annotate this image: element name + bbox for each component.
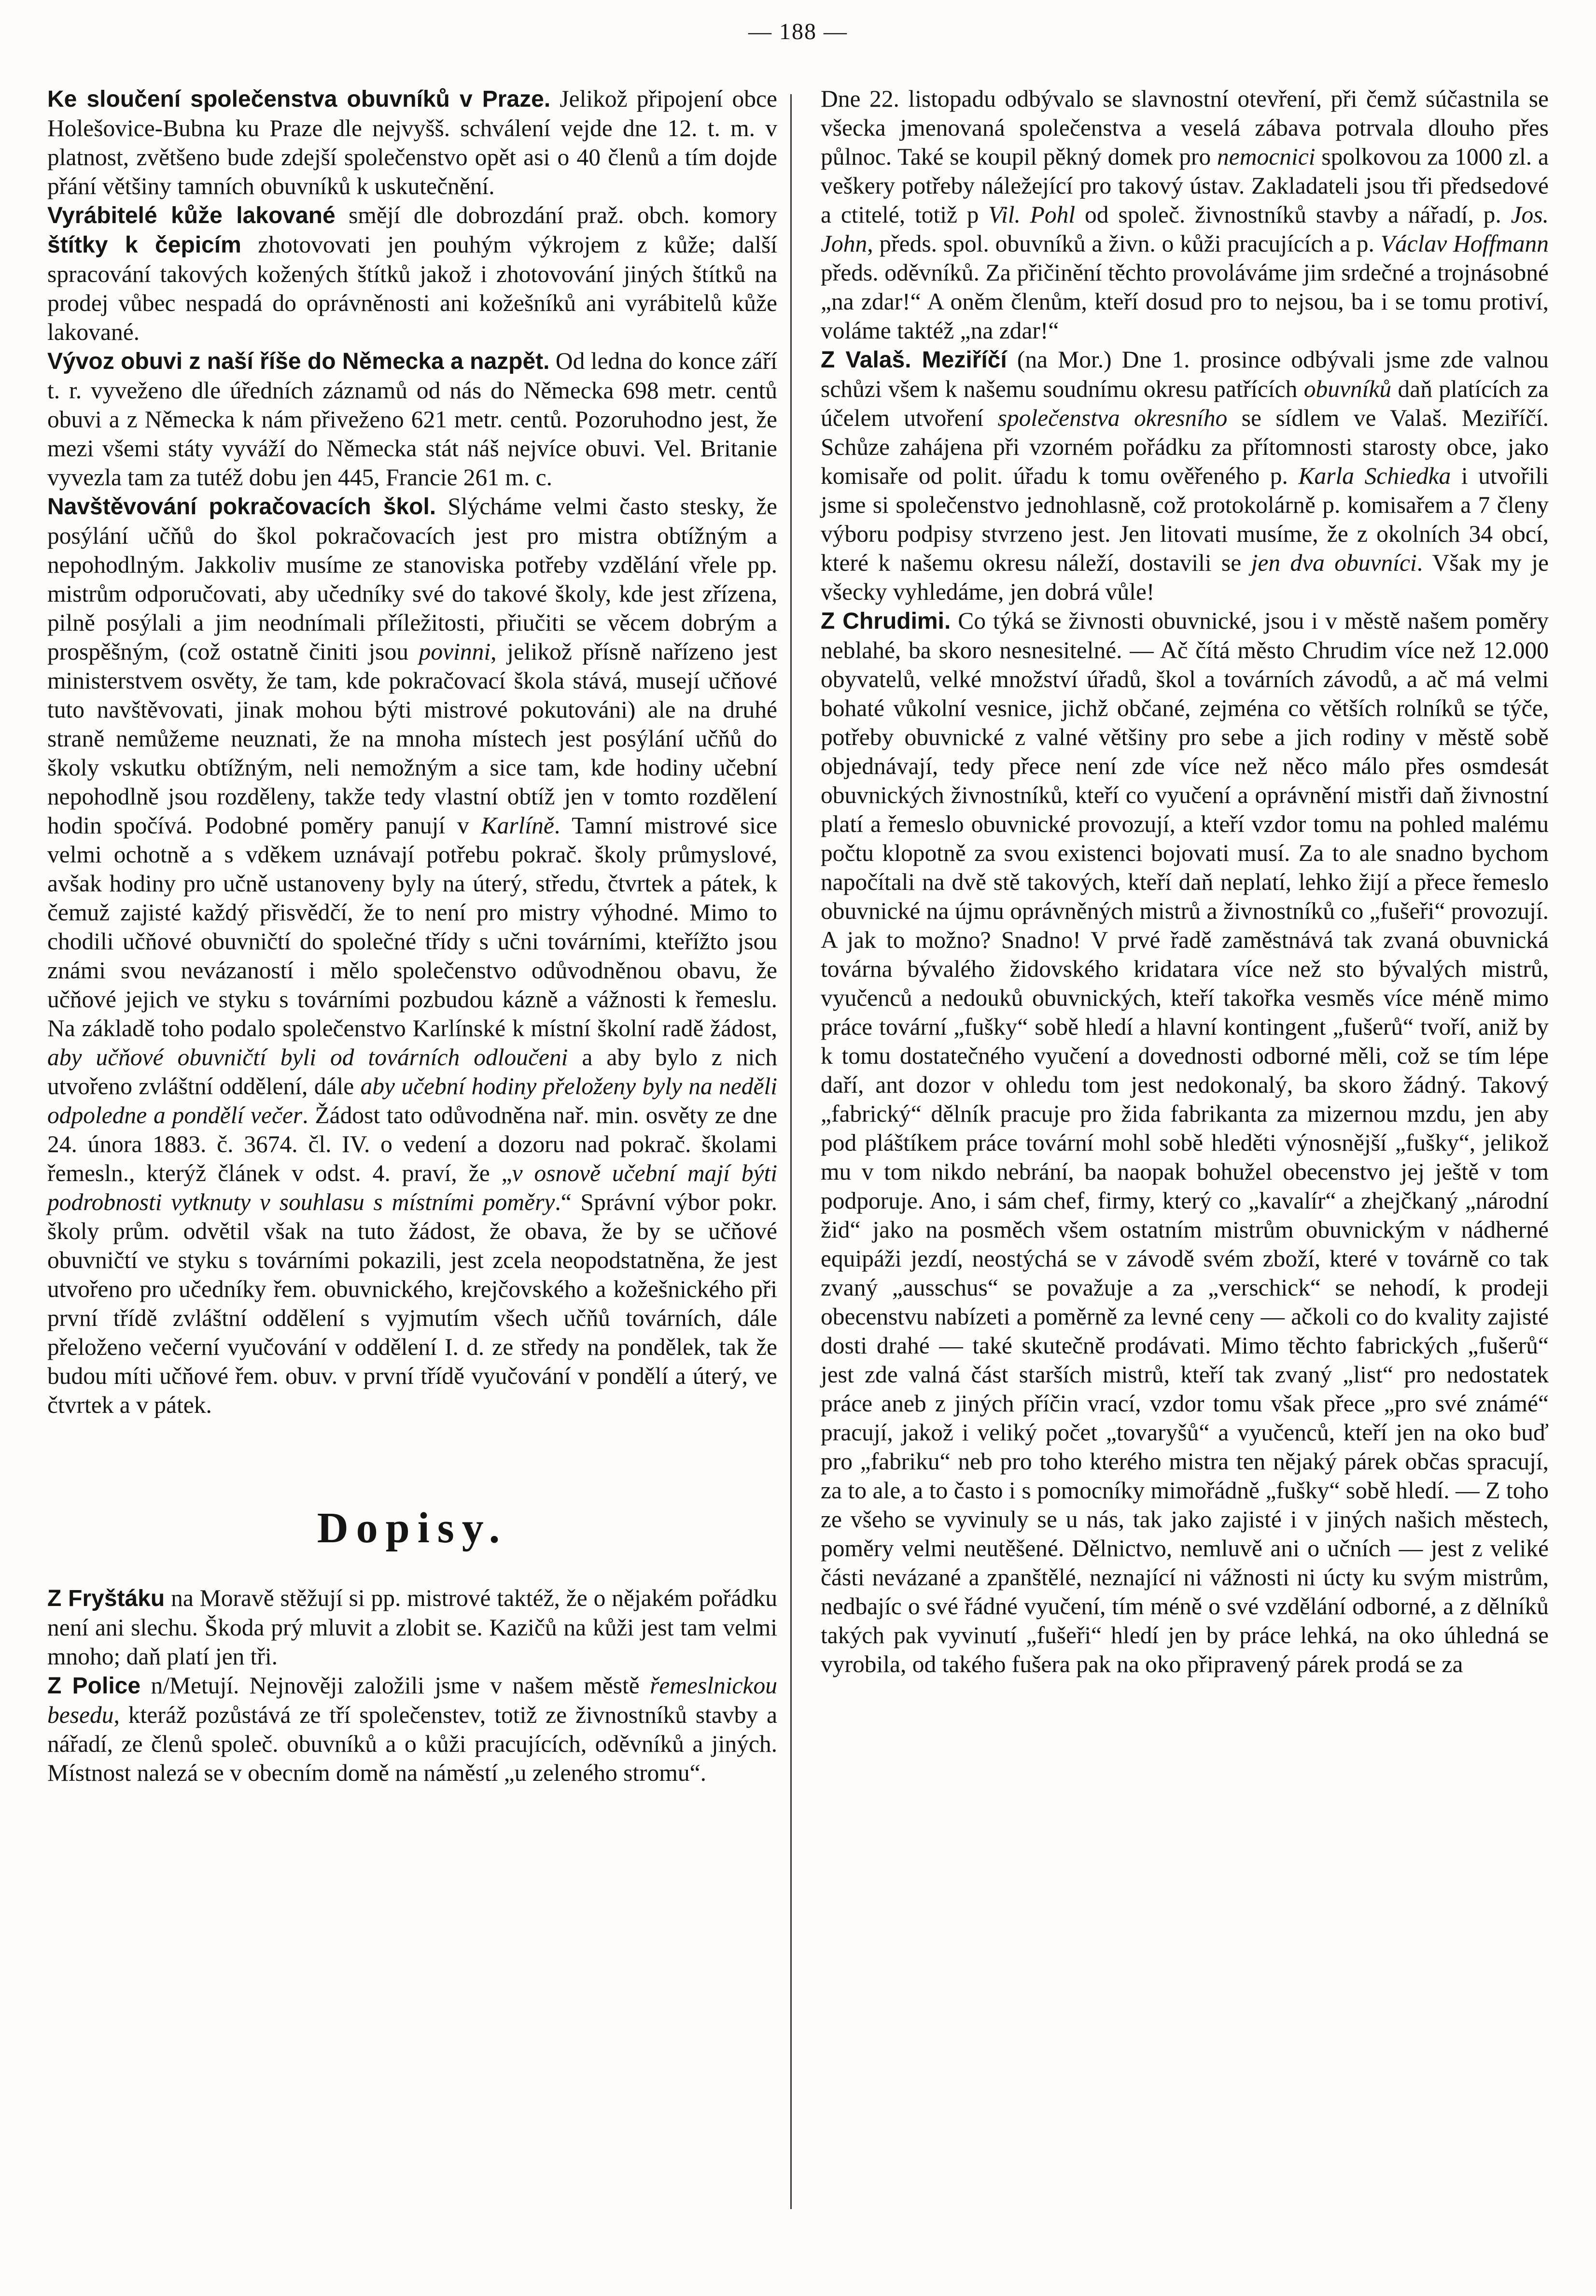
emph: aby učňové obuvničtí byli od továrních odloučeni	[47, 1044, 568, 1071]
text: Slýcháme velmi často stesky, že posýlání učňů do škol pokračovacích jest pro mistra obtížným a nepohodlným. Jakkoliv musíme ze stanoviska potřeby vzdělání vřele pp. mistrům odporučovati, aby učedníky své do takové školy, kde jest zřízena, pilně posýlali a jim neodnímali příležitosti, přiučiti se věcem dobrým a prospěšným, (což ostatně činiti jsou	[47, 493, 777, 665]
heading-police: Z Police	[47, 1673, 141, 1699]
text: Dne 22. listopadu odbývalo se slavnostní otevření, při čemž súčastnila se všecka jmenovaná společenstva a veselá zábava potrvala dlouho přes půlnoc. Také se koupil pěkný domek pro	[821, 85, 1549, 170]
emph: povinni	[419, 638, 491, 665]
text: n/Metují. Nejnověji založili jsme v našem městě	[140, 1672, 650, 1699]
emph: nemocnici	[1217, 143, 1316, 170]
text: . Tamní mistrové sice velmi ochotně a s vděkem uznávají potřebu pokrač. školy průmyslové, avšak hodiny pro učně ustanoveny byly na úterý, středu, čtvrtek a pátek, k čemuž zajisté každý přisvědčí, že to není pro mistry výhodné. Mimo to chodili učňové obuvničtí do společné třídy s učni továrními, kteřížto jsou známi svou nevázaností i mělo společenstvo odůvodněnou obavu, že učňové jejich ve styku s továrními pozbudou kázně a vážnosti k řemeslu. Na základě toho podalo společenstvo Karlínské k místní školní radě žádost,	[47, 812, 777, 1042]
article-sloučení	[47, 85, 777, 201]
letter-chrudim	[821, 606, 1549, 1679]
emph: společenstva okresního	[997, 405, 1228, 431]
text: na Moravě stěžují si pp. mistrové taktéž, že o nějakém pořádku není ani slechu. Škoda prý mluvit a zlobit se. Kazičů na kůži jest tam velmi mnoho; daň platí jen tři.	[47, 1585, 777, 1670]
text: zhotovovati jen pouhým výkrojem z kůže; další spracování takových kožených štítků jakož i zhotovování jiných štítků na prodej vůbec nespadá do oprávněnosti ani kožešníků ani vyrábitelů kůže lakované.	[47, 231, 778, 345]
left-column	[47, 85, 777, 1788]
letter-frystak	[47, 1584, 777, 1671]
article-navstevovani	[47, 492, 777, 1420]
heading-frystak: Z Fryštáku	[47, 1586, 165, 1611]
text: . Žádost tato odůvodněna nař. min. osvěty ze dne 24. února 1883. č. 3674. čl. IV. o vedení a dozoru nad pokrač. školami řemesln., kterýž článek v odst. 4. praví, že „	[47, 1102, 777, 1186]
text: předs. oděvníků. Za přičinění těchto provoláváme jim srdečné a trojnásobné „na zdar!“ A oněm členům, kteří dosud pro to nejsou, ba i se tomu protiví, voláme taktéž „na zdar!“	[821, 259, 1549, 344]
right-column	[821, 85, 1549, 1679]
text: od společ. živnostníků stavby a nářadí, p.	[1075, 201, 1511, 228]
emph: Václav Hoffmann	[1380, 230, 1549, 257]
text: Co týká se živnosti obuvnické, jsou i v městě našem poměry neblahé, ba skoro nesnesitelné. — Ač čítá město Chrudim více než 12.000 obyvatelů, velké množství úřadů, škol a továrních závodů, a ač má velmi bohaté vůkolní vesnice, jichž občané, zejména co větších rolníků se týče, potřeby obuvnické z valné většiny pro sebe a jich rodiny v městě sobě objednávají, tedy přece není zde více než něco málo přes osmdesát obuvnických živnostníků, kteří co vyučení a oprávnění mistři daň živnostní platí a řemeslo obuvnické provozují, a kteří vzdor tomu na pohled malému počtu klopotně za svou existenci bojovati musí. Za to ale snadno bychom napočítali na dvě stě takových, kteří daň neplatí, lehko žijí a přece řemeslo obuvnické na újmu oprávněných mistrů a živnostníků co „fušeři“ provozují. A jak to možno? Snadno! V prvé řadě zaměstnává tak zvaná obuvnická továrna bývalého židovského kridatara více než sto bývalých mistrů, vyučenců a nedouků obuvnických, kteří takořka vesměs více méně mimo práce tovární „fušky“ sobě hledí a hlavní kontingent „fušerů“ tvoří, aniž by k tomu dostatečného vyučení a dovednosti odborné měli, což se tím lépe daří, ant dozor v ohledu tom jest nedokonalý, ba skoro žádný. Takový „fabrický“ dělník pracuje pro žida fabrikanta za mizernou mzdu, jen aby pod pláštíkem práce tovární mohl sobě hleděti výnosnější „fušky“, jelikož mu v tom nikdo nebrání, ba naopak bohužel obecenstvo jej ještě v tom podporuje. Ano, i sám chef, firmy, který co „kavalír“ a zhejčkaný „národní žid“ jako na posměch všem ostatním mistrům obuvnickým v nádherné equipáži jezdí, neostýchá se v závodě svém zboží, které v továrně co tak zvaný „ausschus“ se považuje a za „verschick“ se nehodí, k prodeji obecenstvu nabízeti a poměrně za levné ceny — ačkoli co do kvality zajisté dosti drahé — také skutečně prodávati. Mimo těchto fabrických „fušerů“ jest zde valná část starších mistrů, kteří tak zvaný „list“ pro nedostatek práce aneb z jiných příčin vrací, vzdor tomu však přece „pro své známé“ pracují, jakož i veliký počet „tovaryšů“ a vyučenců, kteří jen na oko buď pro „fabriku“ neb pro toho kterého mistra ten nějaký párek občas spracují, za to ale, a to často i s pomocníky mimořádně „fušky“ sobě hledí. — Z toho ze všeho se vyvinuly se u nás, tak jako zajisté i v jiných našich městech, poměry velmi neutěšené. Dělnictvo, nemluvě ani o učních — jest z veliké části nevázané a zpanštělé, neznající ni vážnosti ni úcty ku svým mistrům, nedbajíc o své řádné vyučení, tím méně o své vzdělání odborné, a z dělníků takých pak vyvinutí „fušeři“ hledí jen by práce lehká, na oko úhledná se vyrobila, od takého fušera pak na oko připravený párek prodá se za	[821, 607, 1549, 1677]
text: spolkovou za 1000 zl. a veškery potřeby náležející pro takový ústav. Zakladateli jsou tři předsedové a ctitelé, totiž p	[821, 143, 1549, 228]
letter-police	[47, 1671, 777, 1788]
heading-valas-mezirici: Z Valaš. Meziříčí	[821, 347, 1007, 373]
text: , předs. spol. obuvníků a živn. o kůži pracujících a p.	[867, 230, 1381, 257]
letter-valas-mezirici	[821, 345, 1549, 606]
article-vyrabitele	[47, 201, 777, 347]
heading-vyvoz: Vývoz obuvi z naší říše do Německa a nazpět.	[47, 349, 550, 374]
text: smějí dle dobrozdání praž. obch. komory	[335, 202, 777, 228]
column-divider	[790, 94, 792, 2209]
emph: aby učební hodiny přeloženy byly na neděli odpoledne a pondělí večer	[47, 1073, 778, 1128]
text: a aby bylo z nich utvořeno zvláštní oddělení, dále	[47, 1044, 777, 1099]
text: , jelikož přísně nařízeno jest ministerstvem osvěty, že tam, kde pokračovací škola stává, musejí učňové tuto navštěvovati, jinak mohou býti mistrové pokutováni) ale na druhé straně nemůžeme neuznati, že na mnoha místech jest posýlání učňů do školy vskutku obtížným, neli nemožným a sice tam, kde hodiny učební nepohodlně jsou rozděleny, takže tedy vlastní obtíž jen v tomto rozdělení hodin spočívá. Podobné poměry panují v	[47, 638, 777, 839]
emph: Vil. Pohl	[988, 201, 1076, 228]
emph: Jos. John	[821, 201, 1549, 257]
heading-slouceni: Ke sloučení společenstva obuvníků v Praze.	[47, 86, 551, 112]
section-title-dopisy: Dopisy.	[317, 1504, 508, 1552]
heading-chrudim: Z Chrudimi.	[821, 608, 951, 634]
text: Od ledna do konce září t. r. vyveženo dle úředních záznamů od nás do Německa 698 metr. centů obuvi a z Německa k nám přiveženo 621 metr. centů. Pozoruhodno jest, že mezi všemi státy vyváží do Německa stát náš nejvíce obuvi. Vel. Britanie vyvezla tam za tutéž dobu jen 445, Francie 261 m. c.	[47, 348, 777, 491]
text: daň platících za účelem utvoření	[821, 376, 1549, 431]
heading-navstevovani: Navštěvování pokračovacích škol.	[47, 494, 436, 520]
emph: řemeslnickou besedu	[47, 1672, 777, 1728]
heading-vyrabitele: Vyrábitelé kůže lakované	[47, 203, 336, 228]
text: .“ Správní výbor pokr. školy prům. odvětil však na tuto žádost, že obava, že by se učňové obuvničtí ve styku s továrními pokazili, jest zcela neopodstatněna, že jest utvořeno pro učedníky řem. obuvnického, krejčovského a kožešnického při první třídě zvláštní oddělení s vyjmutím všech učňů továrních, dále přeloženo večerní vyučování v oddělení I. d. ze středy na pondělek, tak že budou míti učňové řem. obuv. v první třídě vyučování v pondělí a úterý, ve čtvrtek a v pátek.	[47, 1189, 777, 1418]
text: (na Mor.) Dne 1. prosince odbývali jsme zde valnou schůzi všem k našemu soudnímu okresu patřících	[821, 346, 1549, 402]
letter-police-cont	[821, 85, 1549, 345]
article-vyvoz	[47, 347, 777, 492]
emph: obuvníků	[1303, 376, 1392, 402]
text: , kteráž pozůstává ze tří společenstev, totiž ze živnostníků stavby a nářadí, ze členů společ. obuvníků a o kůži pracujících, oděvníků a jiných. Místnost nalezá se v obecním domě na náměstí „u zeleného stromu“.	[47, 1702, 777, 1786]
text: Jelikož připojení obce Holešovice-Bubna ku Praze dle nejvyšš. schválení vejde dne 12. t. m. v platnost, zvětšeno bude zdejší společenstvo opět asi o 40 členů a tím dojde přání většiny tamních obuvníků k uskutečnění.	[47, 85, 777, 199]
heading-stitky: štítky k čepicím	[47, 232, 241, 258]
emph: Karlíně	[481, 812, 554, 839]
emph: v osnově učební mají býti podrobnosti vytknuty v souhlasu s místními poměry	[47, 1160, 777, 1215]
emph: Karla Schiedka	[1298, 463, 1451, 489]
page-number: — 188 —	[748, 19, 848, 44]
emph: jen dva obuvníci	[1251, 549, 1417, 576]
text: se sídlem ve Valaš. Meziříčí. Schůze zahájena při vzorném pořádku za přítomnosti starosty obce, jako komisaře od polit. úřadu k tomu ověřeného p.	[821, 405, 1549, 489]
text: . Však my je všecky vyhledáme, jen dobrá vůle!	[821, 549, 1549, 605]
text: i utvořili jsme si společenstvo jednohlasně, což protokolárně p. komisařem a 7 členy výboru podpisy stvrzeno jest. Jen litovati musíme, že z okolních 34 obcí, které k našemu okresu náleží, dostavili se	[821, 463, 1549, 576]
